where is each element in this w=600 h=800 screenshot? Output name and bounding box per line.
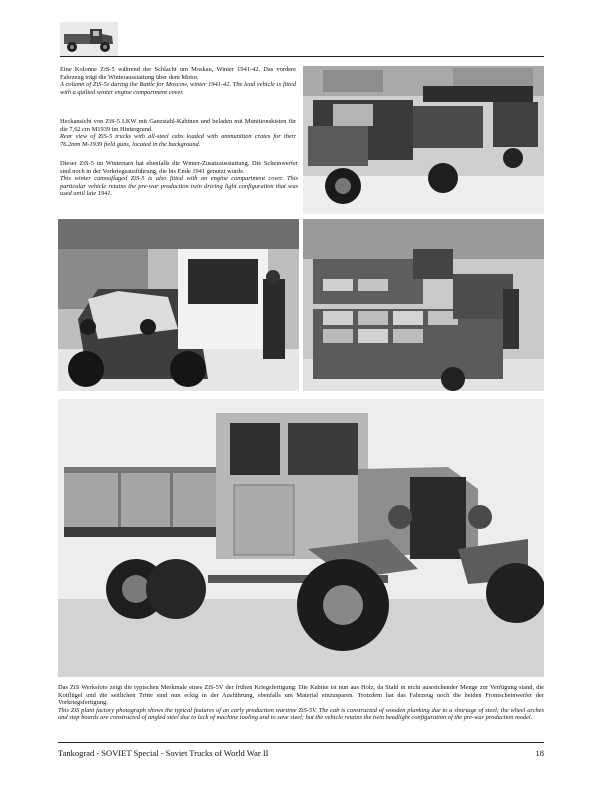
footer-title: Tankograd - SOVIET Special - Soviet Trucks of World War II [58, 748, 269, 758]
truck-emblem-icon [60, 22, 118, 56]
caption-camouflaged-en: This winter camouflaged ZiS-5 is also fitted with an engine compartment cover. This particular vehicle retains the pre-war production twin driving light configuration that was used until late 1941. [60, 175, 298, 198]
photo-moscow-column [303, 66, 544, 214]
photo-factory-zis5v [58, 399, 544, 677]
caption-camouflaged [60, 160, 298, 198]
header-rule [60, 56, 544, 57]
caption-moscow [60, 66, 296, 96]
photo-camouflaged-truck [58, 219, 299, 391]
caption-camouflaged-de: Dieser ZiS-5 im Wintertarn hat ebenfalls die Winter-Zusatzausstattung. Die Scheinwerfer sind noch in der Vorkriegsausführung, die bis Ende 1941 genutzt wurde. [60, 160, 298, 175]
caption-rear-view-de: Heckansicht von ZiS-5 LKW mit Ganzstahl-Kabinen und beladen mit Munitionskisten für die 7,62 cm M1939 im Hintergrund. [60, 118, 296, 133]
caption-moscow-de: Eine Kolonne ZiS-5 während der Schlacht um Moskau, Winter 1941-42. Das vordere Fahrzeug trägt die Winterausstattung über dem Motor. [60, 66, 296, 81]
header-logo [60, 22, 118, 56]
caption-factory-en: This ZiS plant factory photograph shows the typical features of an early production wartime ZiS-5V. The cab is constructed of wooden planking due to a shortage of steel; the wheel arches and step boards are constructed of angled steel due to lack of machine tooling and to save steel; but the vehicle retains the twin headlight configuration of the pre-war production model. [58, 706, 544, 722]
caption-rear-view [60, 118, 296, 148]
photo-ammunition-trucks [303, 219, 544, 391]
caption-moscow-en: A column of ZiS-5s during the Battle for Moscow, winter 1941-42. The lead vehicle is fitted with a quilted winter engine compartment cover. [60, 81, 296, 96]
caption-factory [58, 684, 544, 722]
page-number: 18 [535, 748, 544, 758]
footer-rule [58, 742, 544, 743]
caption-factory-de: Das ZiS Werksfoto zeigt die typischen Merkmale eines ZiS-5V der frühen Kriegsfertigung: Die Kabine ist nun aus Holz, da Stahl in nicht ausreichender Menge zur Verfügung stand, die Kotflügel und die seitlichen Tritte sind nun eckig in der Ausführung, ebenfalls um Material einzusparen. Trotzdem hat das Fahrzeug noch die beiden Frontscheinwerfer der Vorkriegsfertigung. [58, 684, 544, 707]
caption-rear-view-en: Rear view of ZiS-5 trucks with all-steel cabs loaded with ammunition crates for their 76.2mm M-1939 field guns, located in the background. [60, 133, 296, 148]
